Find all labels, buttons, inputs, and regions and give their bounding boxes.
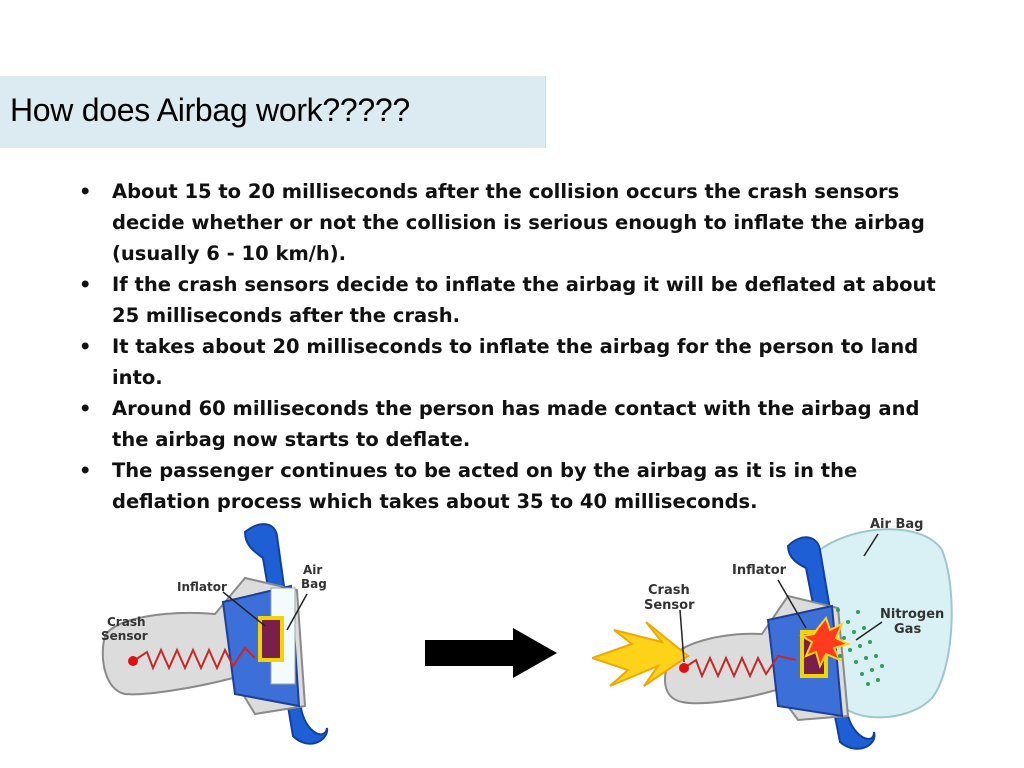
right-arrow-icon: [425, 628, 557, 678]
bullet-dot: •: [79, 397, 92, 420]
label-inflator: Inflator: [732, 563, 787, 578]
label-airbag: Air Bag: [870, 517, 924, 532]
crash-sensor-dot: [679, 663, 689, 673]
crash-sensor-dot: [128, 656, 138, 666]
bullet-text: About 15 to 20 milliseconds after the collision occurs the crash sensors decide whether or not the collision is serious enough to inflate the airbag (usually 6 - 10 km/h).: [112, 180, 925, 265]
bullet-dot: •: [79, 180, 92, 203]
label-gas-line1: Nitrogen: [880, 607, 945, 622]
bullet-text: Around 60 milliseconds the person has made contact with the airbag and the airbag now starts to deflate.: [112, 397, 920, 451]
airbag-diagram-after: [592, 510, 954, 756]
bullet-item: [76, 331, 936, 393]
bullet-dot: •: [79, 335, 92, 358]
bullet-item: [76, 176, 936, 269]
bullet-text: The passenger continues to be acted on by the airbag as it is in the deflation process which takes about 35 to 40 milliseconds.: [112, 459, 858, 513]
label-sensor-line2: Sensor: [101, 629, 148, 643]
label-sensor-line1: Crash: [648, 583, 690, 598]
airbag-diagram-before: [95, 518, 345, 754]
label-gas-line2: Gas: [894, 622, 922, 637]
bullet-list: [76, 176, 936, 517]
label-sensor-line1: Crash: [107, 615, 146, 629]
bullet-text: It takes about 20 milliseconds to inflate the airbag for the person to land into.: [112, 335, 919, 389]
label-airbag-line1: Air: [303, 563, 323, 577]
bullet-dot: •: [79, 459, 92, 482]
label-airbag-line2: Bag: [301, 577, 327, 591]
label-sensor-line2: Sensor: [644, 598, 695, 613]
bullet-item: [76, 455, 936, 517]
slide-title: How does Airbag work?????: [10, 92, 410, 128]
bullet-text: If the crash sensors decide to inflate the airbag it will be deflated at about 25 milliseconds after the crash.: [112, 273, 936, 327]
bullet-dot: •: [79, 273, 92, 296]
label-inflator: Inflator: [177, 580, 227, 594]
bullet-item: [76, 269, 936, 331]
bullet-item: [76, 393, 936, 455]
